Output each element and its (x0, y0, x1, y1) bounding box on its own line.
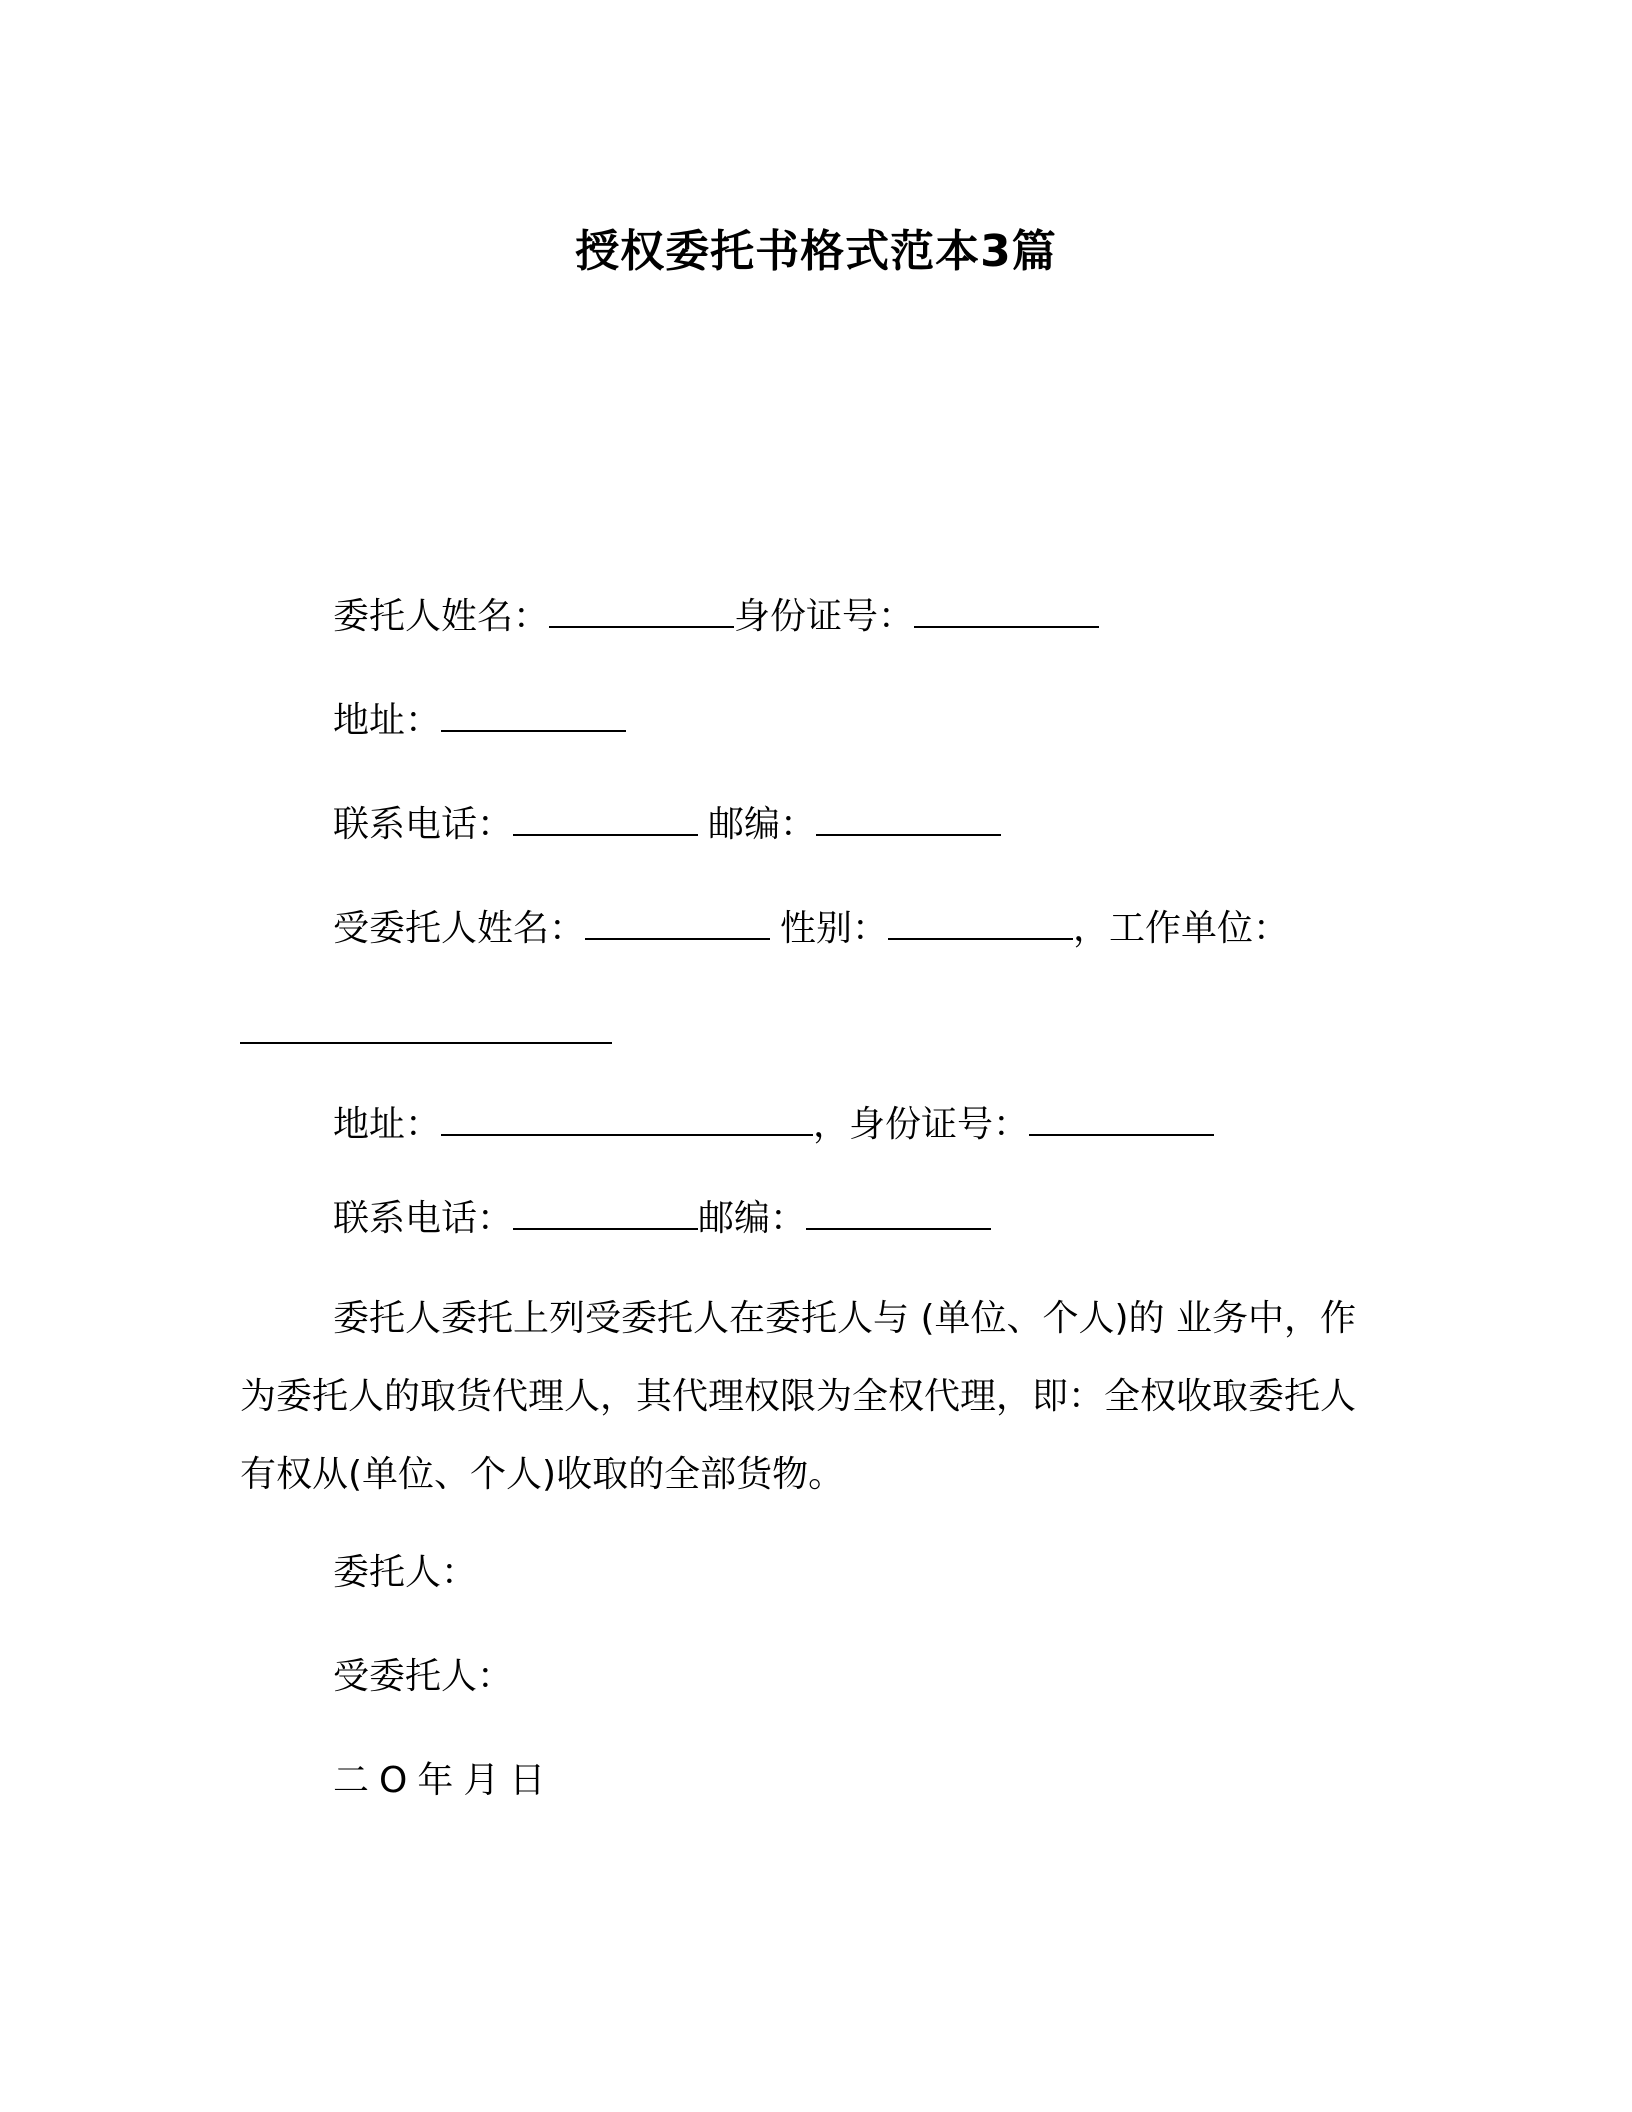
agent-id-blank (1029, 1100, 1214, 1136)
signature-date: 二O年月日 (333, 1760, 556, 1801)
agent-work-label: ，工作单位： (1073, 908, 1290, 949)
principal-contact-row (333, 800, 1001, 850)
agent-name-blank (585, 904, 770, 940)
agent-work-blank (240, 1008, 612, 1044)
principal-zip-label: 邮编： (708, 804, 817, 845)
agent-phone-label: 联系电话： (333, 1198, 514, 1239)
agent-name-label: 受委托人姓名： (333, 908, 586, 949)
agent-signature: 受委托人： (333, 1656, 514, 1697)
principal-name-label: 委托人姓名： (333, 596, 550, 637)
agent-gender-blank (888, 904, 1073, 940)
principal-phone-blank (513, 800, 698, 836)
agent-address-label: 地址： (333, 1104, 442, 1145)
agent-contact-row (333, 1194, 991, 1244)
principal-name-row (333, 592, 1099, 642)
principal-zip-blank (816, 800, 1001, 836)
principal-address-blank (441, 696, 626, 732)
agent-name-row (333, 904, 1289, 954)
principal-phone-label: 联系电话： (333, 804, 514, 845)
body-paragraph: 委托人委托上列受委托人在委托人与 (单位、个人)的 业务中，作为委托人的取货代理人，其代理权限为全权代理，即：全权收取委托人有权从(单位、个人)收取的全部货物。 (240, 1298, 1357, 1495)
principal-address-label: 地址： (333, 700, 442, 741)
agent-gender-label: 性别： (780, 908, 889, 949)
agent-work-row (240, 1008, 612, 1058)
agent-address-row (333, 1100, 1214, 1150)
agent-zip-label: 邮编： (698, 1198, 807, 1239)
agent-id-label: ，身份证号： (813, 1104, 1030, 1145)
agent-address-blank (441, 1100, 813, 1136)
agent-phone-blank (513, 1194, 698, 1230)
principal-id-label: 身份证号： (734, 596, 915, 637)
document-title: 授权委托书格式范本3篇 (575, 226, 1057, 277)
principal-signature: 委托人： (333, 1552, 478, 1593)
agent-zip-blank (806, 1194, 991, 1230)
principal-name-blank (549, 592, 734, 628)
principal-address-row (333, 696, 626, 746)
principal-id-blank (914, 592, 1099, 628)
